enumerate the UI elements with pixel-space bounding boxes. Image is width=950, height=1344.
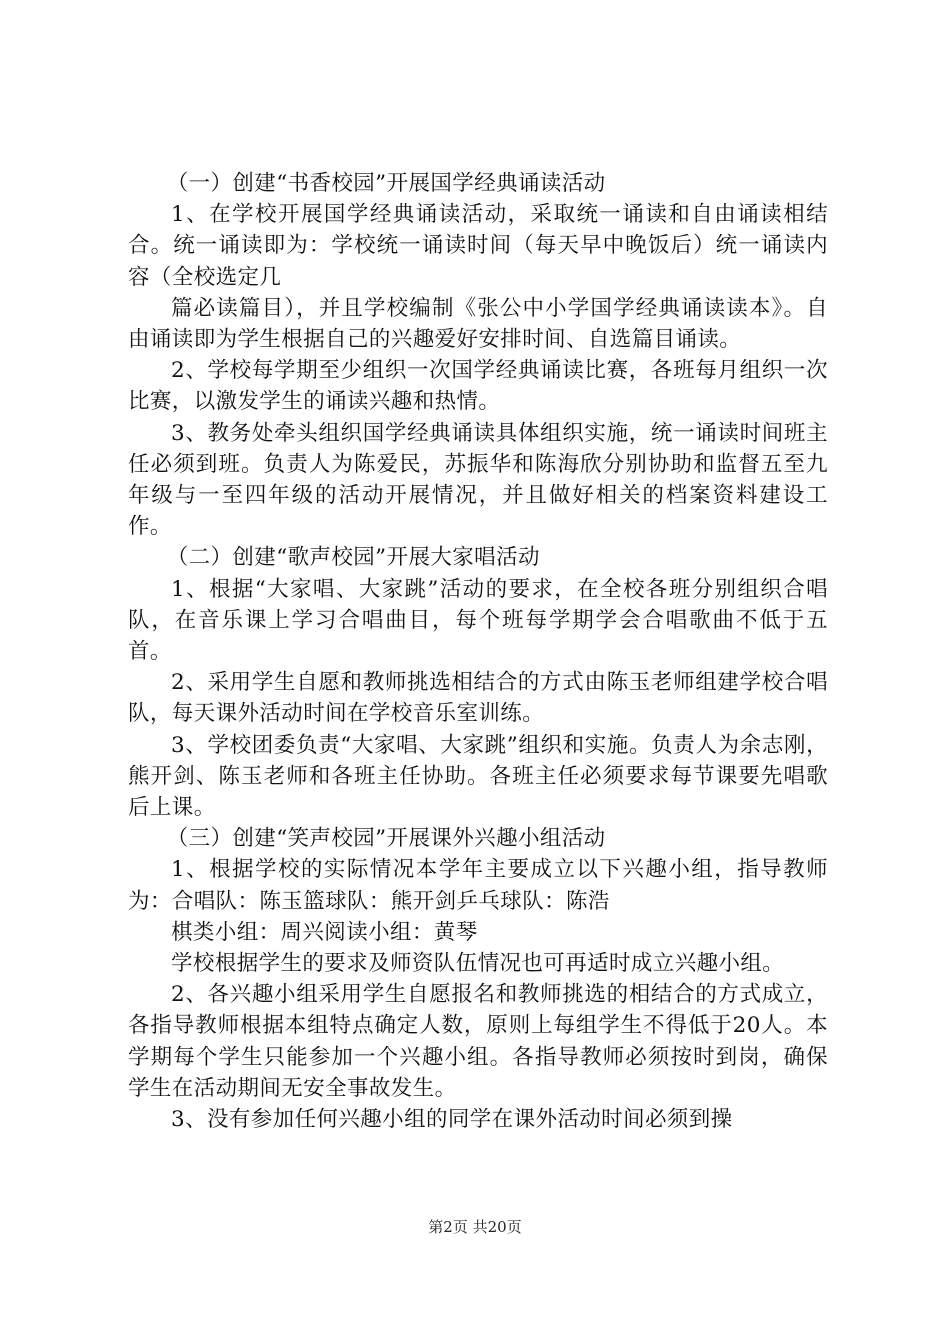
paragraph: 1、根据学校的实际情况本学年主要成立以下兴趣小组，指导教师为：合唱队：陈玉篮球队：熊开剑乒乓球队：陈浩 xyxy=(128,857,828,914)
page-footer: 第2页 共20页 xyxy=(428,1218,522,1236)
paragraph: 2、采用学生自愿和教师挑选相结合的方式由陈玉老师组建学校合唱队，每天课外活动时间在学校音乐室训练。 xyxy=(128,670,828,727)
paragraph: 2、各兴趣小组采用学生自愿报名和教师挑选的相结合的方式成立，各指导教师根据本组特点确定人数，原则上每组学生不得低于20人。本学期每个学生只能参加一个兴趣小组。各指导教师必须按时到岗，确保学生在活动期间无安全事故发生。 xyxy=(128,982,828,1101)
paragraph: 棋类小组：周兴阅读小组：黄琴 xyxy=(171,919,478,945)
section-heading-1: （一）创建“书香校园”开展国学经典诵读活动 xyxy=(166,171,606,196)
paragraph: 3、教务处牵头组织国学经典诵读具体组织实施，统一诵读时间班主任必须到班。负责人为陈爱民，苏振华和陈海欣分别协助和监督五至九年级与一至四年级的活动开展情况，并且做好相关的档案资料建设工作。 xyxy=(128,420,828,540)
paragraph: 2、学校每学期至少组织一次国学经典诵读比赛，各班每月组织一次比赛，以激发学生的诵读兴趣和热情。 xyxy=(128,358,828,415)
paragraph: 1、在学校开展国学经典诵读活动，采取统一诵读和自由诵读相结合。统一诵读即为：学校统一诵读时间（每天早中晚饭后）统一诵读内容（全校选定几 xyxy=(128,202,828,290)
section-heading-2: （二）创建“歌声校园”开展大家唱活动 xyxy=(166,545,540,571)
paragraph: 篇必读篇目），并且学校编制《张公中小学国学经典诵读读本》。自由诵读即为学生根据自己的兴趣爱好安排时间、自选篇目诵读。 xyxy=(128,295,828,353)
paragraph: 学校根据学生的要求及师资队伍情况也可再适时成立兴趣小组。 xyxy=(171,951,785,977)
section-heading-3: （三）创建“笑声校园”开展课外兴趣小组活动 xyxy=(166,826,606,852)
paragraph: 3、学校团委负责“大家唱、大家跳”组织和实施。负责人为余志刚，熊开剑、陈玉老师和各班主任协助。各班主任必须要求每节课要先唱歌后上课。 xyxy=(128,732,828,821)
document-body xyxy=(128,168,828,1135)
paragraph: 3、没有参加任何兴趣小组的同学在课外活动时间必须到操 xyxy=(171,1107,733,1133)
paragraph: 1、根据“大家唱、大家跳”活动的要求，在全校各班分别组织合唱队，在音乐课上学习合唱曲目，每个班每学期学会合唱歌曲不低于五首。 xyxy=(128,576,828,665)
